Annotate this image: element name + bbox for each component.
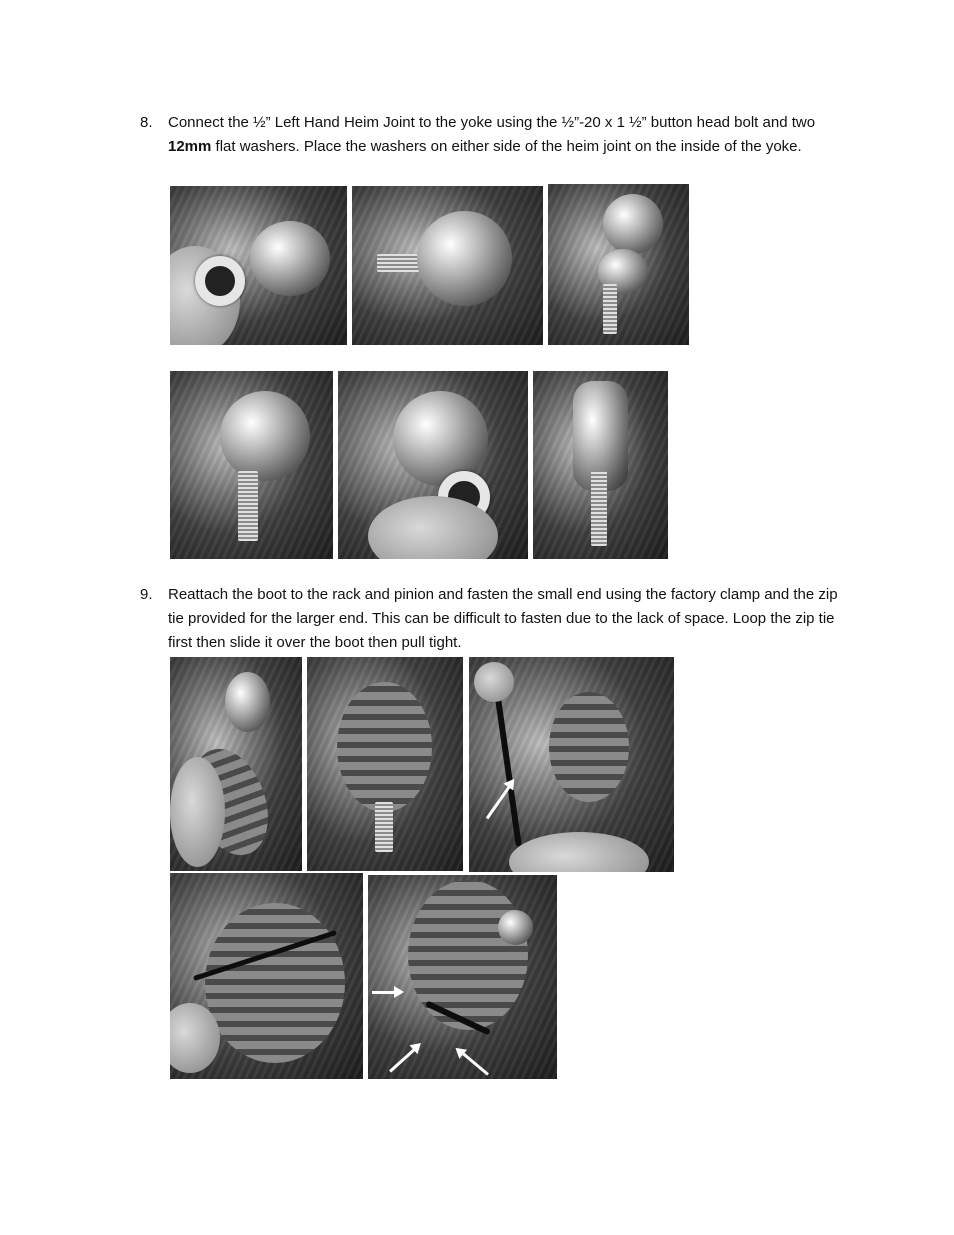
arrow-icon (486, 783, 513, 819)
photo-adding-second-washer (338, 371, 528, 559)
photo-zip-tie-over-boot (170, 873, 363, 1079)
photo-bolt-through-yoke (170, 371, 333, 559)
photo-heim-joint-with-bolt (548, 184, 689, 345)
arrow-icon (389, 1046, 418, 1072)
arrow-icon (459, 1050, 489, 1075)
step-instructions: Reattach the boot to the rack and pinion and fasten the small end using the factory clamp and the zip tie provided for the larger end. This can be difficult to fasten due to the lack of space. Loop the zip tie first then slide it over the boot then pull tight. (168, 586, 838, 651)
step-instructions (168, 111, 840, 159)
photo-zip-tie-tightened (368, 875, 557, 1079)
photo-washer-held-by-hand (170, 186, 347, 345)
photo-heim-joint-installed (533, 371, 668, 559)
photo-boot-held-by-hand (170, 657, 302, 871)
photo-zip-tie-looped (469, 657, 674, 872)
step-number: 9. (140, 586, 153, 603)
step-number: 8. (140, 114, 153, 131)
arrow-icon (372, 991, 398, 994)
step-text-part: flat washers. Place the washers on either side of the heim joint on the inside of the yoke. (211, 138, 802, 155)
photo-boot-with-factory-clamp (307, 657, 463, 871)
step-text-part: Connect the ½” Left Hand Heim Joint to the yoke using the ½”-20 x 1 ½” button head bolt and two (168, 114, 816, 131)
step-text-bold: 12mm (168, 138, 212, 155)
photo-heim-joint-in-yoke (352, 186, 543, 345)
